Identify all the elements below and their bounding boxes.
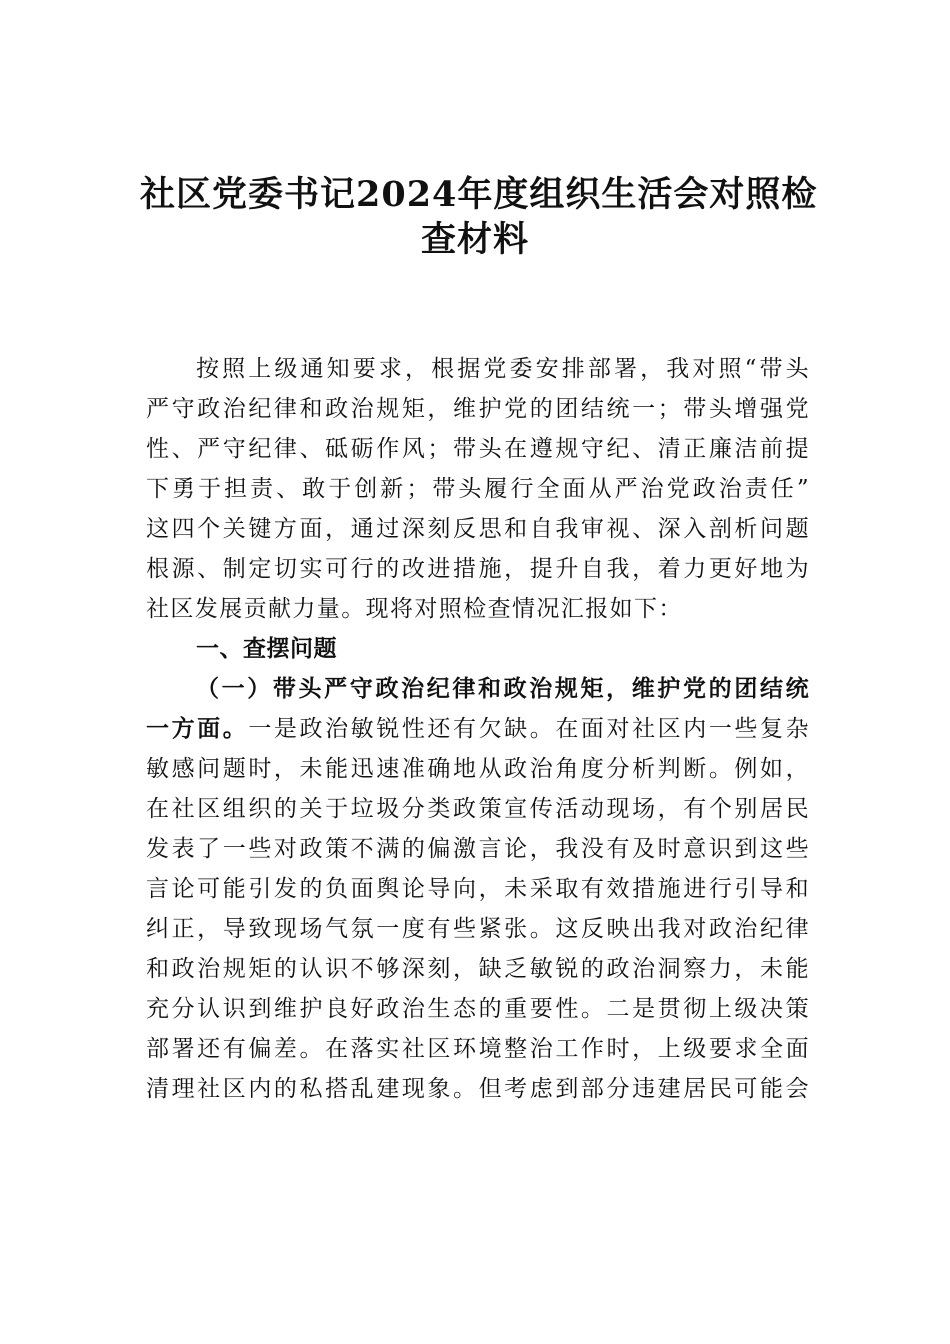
body-line: 和政治规矩的认识不够深刻，缺乏敏锐的政治洞察力，未能 xyxy=(146,956,810,982)
body-line: 充分认识到维护良好政治生态的重要性。二是贯彻上级决策 xyxy=(146,996,810,1022)
document-body xyxy=(146,349,810,1109)
body-line: 在社区组织的关于垃圾分类政策宣传活动现场，有个别居民 xyxy=(146,796,810,822)
intro-line: 社区发展贡献力量。现将对照检查情况汇报如下： xyxy=(146,596,683,622)
intro-line: 这四个关键方面，通过深刻反思和自我审视、深入剖析问题 xyxy=(146,516,810,542)
body-line: 言论可能引发的负面舆论导向，未采取有效措施进行引导和 xyxy=(146,876,810,902)
subsection-text: 一是政治敏锐性还有欠缺。在面对社区内一些复杂 xyxy=(248,716,810,742)
subsection-title-end: 一方面。 xyxy=(146,715,249,742)
intro-line: 严守政治纪律和政治规矩，维护党的团结统一；带头增强党 xyxy=(146,396,810,422)
intro-line: 下勇于担责、敢于创新；带头履行全面从严治党政治责任” xyxy=(146,476,810,502)
body-line: 发表了一些对政策不满的偏激言论，我没有及时意识到这些 xyxy=(146,836,810,862)
body-line: 敏感问题时，未能迅速准确地从政治角度分析判断。例如， xyxy=(146,756,810,782)
document-title-line-2: 查材料 xyxy=(420,219,529,260)
subsection-first-line xyxy=(146,709,810,749)
section-heading: 一、查摆问题 xyxy=(196,636,337,662)
intro-line: 按照上级通知要求，根据党委安排部署，我对照“带头 xyxy=(196,356,810,382)
intro-line: 性、严守纪律、砥砺作风；带头在遵规守纪、清正廉洁前提 xyxy=(146,436,810,462)
body-line: 清理社区内的私搭乱建现象。但考虑到部分违建居民可能会 xyxy=(146,1076,810,1102)
body-line: 部署还有偏差。在落实社区环境整治工作时，上级要求全面 xyxy=(146,1036,810,1062)
document-title-line-1: 社区党委书记2024年度组织生活会对照检 xyxy=(140,174,818,215)
body-line: 纠正，导致现场气氛一度有些紧张。这反映出我对政治纪律 xyxy=(146,916,810,942)
subsection-title-line: （一）带头严守政治纪律和政治规矩，维护党的团结统 xyxy=(196,675,810,702)
intro-line: 根源、制定切实可行的改进措施，提升自我，着力更好地为 xyxy=(146,556,810,582)
